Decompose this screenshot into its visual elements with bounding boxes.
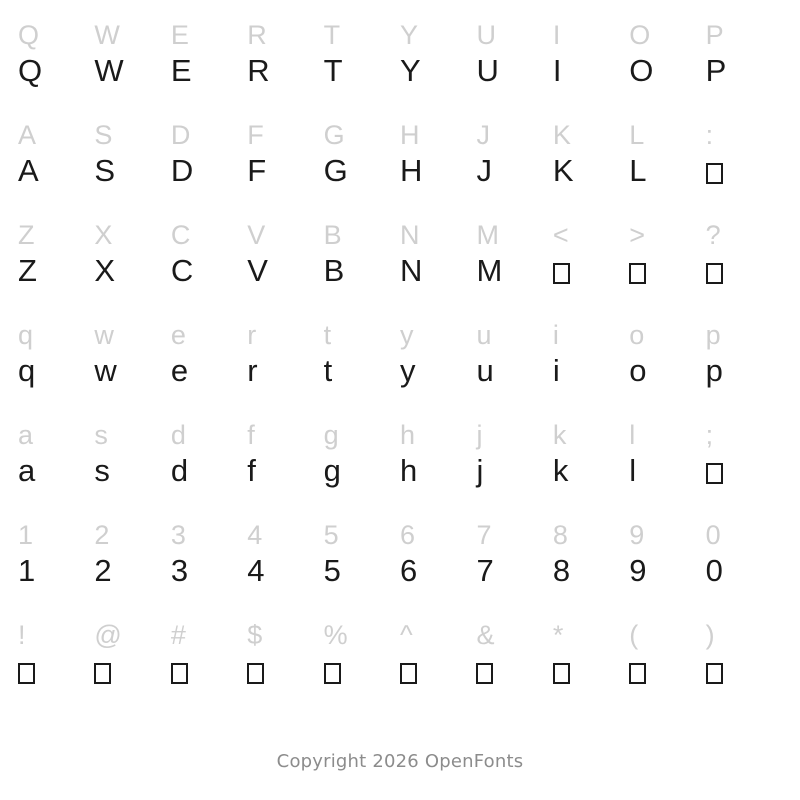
- ghost-character-row: [0, 606, 800, 649]
- notdef-box-icon: [629, 663, 646, 684]
- notdef-box-icon: [706, 263, 723, 284]
- character-glyph: w: [94, 320, 114, 350]
- character-glyph: i: [552, 320, 559, 350]
- character-glyph: N: [400, 220, 420, 250]
- notdef-box-icon: [94, 663, 111, 684]
- character-glyph: k: [552, 420, 567, 450]
- character-glyph: V: [247, 220, 266, 250]
- character-glyph: X: [94, 220, 113, 250]
- notdef-glyph: [400, 649, 476, 686]
- character-glyph: p: [705, 353, 723, 388]
- character-glyph: F: [247, 153, 267, 188]
- character-glyph: Y: [400, 20, 419, 50]
- character-glyph: S: [94, 120, 113, 150]
- character-glyph: l: [629, 453, 637, 488]
- notdef-box-icon: [18, 663, 35, 684]
- character-glyph: o: [629, 320, 645, 350]
- character-glyph: j: [476, 420, 483, 450]
- character-glyph: i: [552, 353, 560, 388]
- character-glyph: X: [94, 253, 116, 288]
- character-glyph: y: [400, 320, 414, 350]
- ghost-character-row: [0, 406, 800, 449]
- character-glyph: a: [18, 453, 36, 488]
- character-glyph: ^: [400, 620, 413, 650]
- character-glyph: V: [247, 253, 268, 288]
- character-glyph: y: [400, 353, 416, 388]
- character-glyph: a: [18, 420, 34, 450]
- character-glyph: P: [705, 20, 724, 50]
- character-glyph: A: [18, 120, 37, 150]
- character-glyph: K: [552, 153, 574, 188]
- character-glyph: e: [170, 320, 186, 350]
- character-glyph: H: [400, 120, 420, 150]
- notdef-box-icon: [247, 663, 264, 684]
- character-glyph: &: [476, 620, 495, 650]
- character-glyph: t: [323, 320, 332, 350]
- character-glyph: 8: [552, 520, 568, 550]
- character-glyph: H: [400, 153, 423, 188]
- ghost-character-row: [0, 206, 800, 249]
- character-glyph: B: [323, 220, 342, 250]
- character-glyph: 2: [94, 553, 112, 588]
- notdef-glyph: [553, 249, 629, 286]
- character-glyph: 5: [323, 520, 339, 550]
- notdef-glyph: [706, 149, 782, 186]
- notdef-box-icon: [171, 663, 188, 684]
- character-glyph: d: [170, 453, 189, 488]
- character-glyph: 9: [629, 553, 647, 588]
- notdef-glyph: [629, 249, 705, 286]
- notdef-glyph: [706, 449, 782, 486]
- character-glyph: #: [170, 620, 186, 650]
- character-glyph: 0: [705, 553, 723, 588]
- notdef-glyph: [18, 649, 94, 686]
- character-glyph: 4: [247, 553, 265, 588]
- solid-character-row: [0, 449, 800, 506]
- character-glyph: w: [94, 353, 117, 388]
- character-glyph: D: [170, 153, 194, 188]
- character-glyph: E: [170, 53, 192, 88]
- character-glyph: W: [94, 20, 120, 50]
- character-glyph: r: [247, 353, 258, 388]
- notdef-glyph: [247, 649, 323, 686]
- character-glyph: 3: [170, 520, 186, 550]
- solid-character-row: [0, 649, 800, 706]
- character-glyph: j: [476, 453, 484, 488]
- character-glyph: q: [18, 320, 34, 350]
- character-glyph: S: [94, 153, 116, 188]
- character-glyph: <: [552, 220, 569, 250]
- character-glyph: g: [323, 453, 341, 488]
- character-glyph: d: [170, 420, 186, 450]
- character-glyph: F: [247, 120, 264, 150]
- solid-character-row: [0, 149, 800, 206]
- character-glyph: s: [94, 420, 108, 450]
- character-glyph: 3: [170, 553, 189, 588]
- character-glyph: h: [400, 420, 416, 450]
- character-glyph: P: [705, 53, 727, 88]
- character-glyph: I: [552, 20, 561, 50]
- solid-character-row: [0, 349, 800, 406]
- notdef-box-icon: [706, 163, 723, 184]
- character-glyph: M: [476, 253, 503, 288]
- character-glyph: s: [94, 453, 110, 488]
- character-glyph: p: [705, 320, 721, 350]
- character-glyph: k: [552, 453, 569, 488]
- character-glyph: O: [629, 53, 654, 88]
- ghost-character-row: [0, 306, 800, 349]
- notdef-glyph: [171, 649, 247, 686]
- character-glyph: Z: [18, 253, 37, 288]
- character-glyph: L: [629, 153, 647, 188]
- character-glyph: e: [170, 353, 189, 388]
- solid-character-row: [0, 249, 800, 306]
- character-glyph: U: [476, 20, 496, 50]
- notdef-glyph: [476, 649, 552, 686]
- character-glyph: G: [323, 120, 345, 150]
- character-glyph: !: [18, 620, 26, 650]
- character-glyph: A: [18, 153, 39, 188]
- character-glyph: ): [705, 620, 715, 650]
- character-glyph: G: [323, 153, 348, 188]
- character-glyph: 6: [400, 520, 416, 550]
- character-glyph: D: [170, 120, 191, 150]
- ghost-character-row: [0, 506, 800, 549]
- character-glyph: 6: [400, 553, 418, 588]
- character-glyph: :: [705, 120, 714, 150]
- character-glyph: 2: [94, 520, 110, 550]
- character-glyph: Z: [18, 220, 35, 250]
- notdef-box-icon: [324, 663, 341, 684]
- character-glyph: J: [476, 120, 490, 150]
- character-glyph: U: [476, 53, 499, 88]
- character-glyph: g: [323, 420, 339, 450]
- character-glyph: T: [323, 53, 343, 88]
- character-glyph: 8: [552, 553, 571, 588]
- character-glyph: 7: [476, 553, 494, 588]
- notdef-glyph: [94, 649, 170, 686]
- notdef-box-icon: [553, 663, 570, 684]
- character-glyph: (: [629, 620, 639, 650]
- character-glyph: J: [476, 153, 492, 188]
- character-glyph: $: [247, 620, 263, 650]
- notdef-box-icon: [553, 263, 570, 284]
- copyright-notice: Copyright 2026 OpenFonts: [276, 751, 524, 772]
- character-glyph: q: [18, 353, 36, 388]
- character-glyph: R: [247, 53, 270, 88]
- character-glyph: B: [323, 253, 345, 288]
- notdef-glyph: [706, 649, 782, 686]
- character-glyph: u: [476, 353, 494, 388]
- notdef-glyph: [324, 649, 400, 686]
- ghost-character-row: [0, 6, 800, 49]
- character-glyph: r: [247, 320, 257, 350]
- character-glyph: f: [247, 420, 255, 450]
- character-glyph: 1: [18, 553, 36, 588]
- character-glyph: T: [323, 20, 341, 50]
- character-glyph: C: [170, 220, 191, 250]
- character-glyph: ?: [705, 220, 721, 250]
- notdef-glyph: [706, 249, 782, 286]
- character-glyph: R: [247, 20, 267, 50]
- character-glyph: %: [323, 620, 348, 650]
- character-glyph: ;: [705, 420, 714, 450]
- character-glyph: C: [170, 253, 194, 288]
- character-glyph: 1: [18, 520, 34, 550]
- character-glyph: 5: [323, 553, 341, 588]
- character-glyph: *: [552, 620, 564, 650]
- notdef-box-icon: [706, 663, 723, 684]
- character-glyph: O: [629, 20, 651, 50]
- character-glyph: h: [400, 453, 418, 488]
- notdef-box-icon: [629, 263, 646, 284]
- character-glyph: u: [476, 320, 492, 350]
- character-glyph: @: [94, 620, 122, 650]
- character-glyph: Y: [400, 53, 421, 88]
- character-glyph: K: [552, 120, 571, 150]
- notdef-glyph: [553, 649, 629, 686]
- ghost-character-row: [0, 106, 800, 149]
- notdef-glyph: [629, 649, 705, 686]
- character-glyph: >: [629, 220, 646, 250]
- character-glyph: l: [629, 420, 636, 450]
- character-glyph: f: [247, 453, 256, 488]
- character-glyph: t: [323, 353, 333, 388]
- character-glyph: I: [552, 53, 562, 88]
- solid-character-row: [0, 549, 800, 606]
- notdef-box-icon: [400, 663, 417, 684]
- character-glyph: 0: [705, 520, 721, 550]
- character-glyph: N: [400, 253, 423, 288]
- character-glyph: 9: [629, 520, 645, 550]
- notdef-box-icon: [706, 463, 723, 484]
- notdef-box-icon: [476, 663, 493, 684]
- solid-character-row: [0, 49, 800, 106]
- character-glyph: Q: [18, 20, 40, 50]
- character-glyph: E: [170, 20, 189, 50]
- character-glyph: W: [94, 53, 124, 88]
- character-glyph: 4: [247, 520, 263, 550]
- character-glyph: Q: [18, 53, 43, 88]
- character-glyph: 7: [476, 520, 492, 550]
- character-glyph: o: [629, 353, 647, 388]
- character-glyph: M: [476, 220, 499, 250]
- character-glyph: L: [629, 120, 645, 150]
